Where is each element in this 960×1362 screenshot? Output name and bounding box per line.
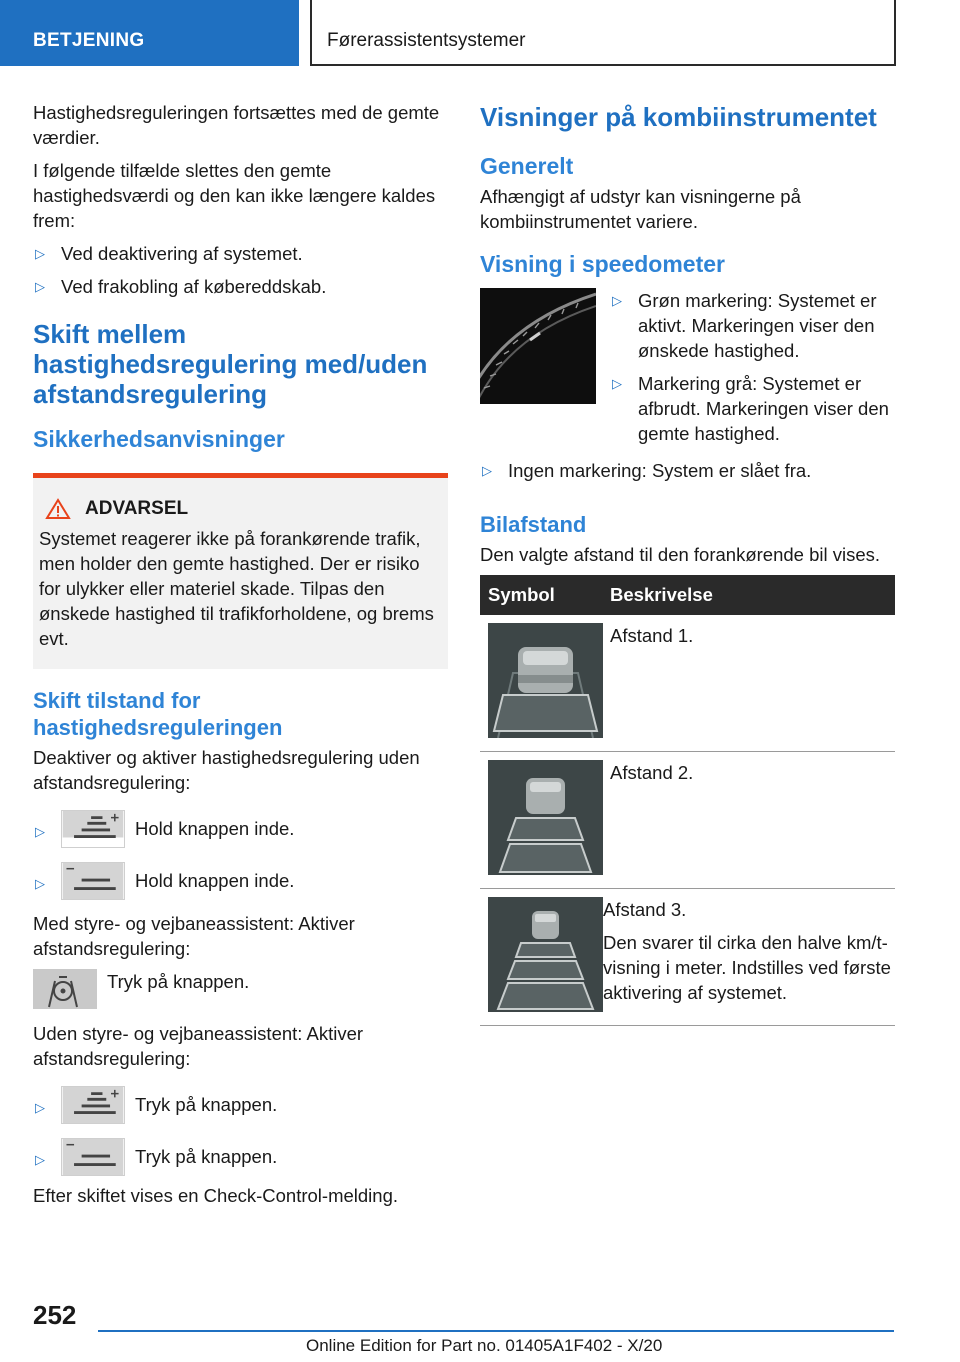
bullet-triangle-icon: ▷ (612, 293, 622, 308)
row-extra: Den svarer til cirka den halve km/t-visning i meter. Indstilles ved første aktivering af systemet. (603, 932, 891, 1003)
list-item: ▷ Ingen markering: System er slået fra. (482, 460, 812, 481)
list-item: ▷ Hold knappen inde. (33, 803, 448, 855)
speed-minus-button-icon (61, 862, 125, 900)
paragraph: I følgende tilfælde slettes den gemte hastighedsværdi og den kan ikke længere kaldes frem: (33, 160, 436, 231)
bullet-triangle-icon: ▷ (35, 1152, 45, 1167)
paragraph: Den valgte afstand til den forankørende bil vises. (480, 544, 881, 565)
left-column (33, 100, 448, 1216)
paragraph: Afhængigt af udstyr kan visningerne på kombiinstrumentet variere. (480, 186, 801, 232)
paragraph: Deaktiver og aktiver hastighedsregulering uden afstandsregulering: (33, 747, 420, 793)
section-heading: Skift mellem hastighedsregulering med/uden afstandsregulering (33, 319, 428, 409)
warning-text: Systemet reagerer ikke på forankørende trafik, men holder den gemte hastighed. Der er risiko for ulykker eller materiel skade. Tilpas den ønskede hastighed til trafikforholdene, og brems evt. (39, 528, 434, 649)
speedometer-image (480, 288, 596, 404)
column-header: Symbol (488, 584, 555, 605)
row-description: Afstand 1. (610, 625, 694, 646)
warning-triangle-icon (45, 498, 71, 520)
bullet-triangle-icon: ▷ (482, 463, 492, 478)
distance-3-car-icon (488, 897, 603, 1012)
section-tab (0, 0, 299, 66)
bullet-triangle-icon: ▷ (35, 246, 45, 261)
list-item: ▷ Hold knappen inde. (33, 855, 448, 907)
paragraph: Med styre- og vejbaneassistent: Aktiver afstandsregulering: (33, 913, 355, 959)
bullet-triangle-icon: ▷ (35, 279, 45, 294)
table-row (480, 615, 895, 752)
chapter-tab (310, 0, 896, 66)
press-row (33, 969, 448, 1009)
list-item: ▷ Ved frakobling af købereddskab. (35, 276, 327, 297)
section-label: BETJENING (33, 30, 145, 51)
speedometer-block (480, 288, 895, 454)
subsection-heading: Bilafstand (480, 512, 587, 537)
bullet-triangle-icon: ▷ (35, 1100, 45, 1115)
distance-2-car-icon (488, 760, 603, 875)
distance-1-car-icon (488, 623, 603, 738)
bullet-triangle-icon: ▷ (35, 876, 45, 891)
column-header: Beskrivelse (610, 584, 713, 605)
paragraph: Efter skiftet vises en Check-Control-melding. (33, 1185, 398, 1206)
table-header (480, 575, 895, 615)
footer-divider (98, 1330, 894, 1332)
table-row (480, 752, 895, 889)
list-item: ▷ Markering grå: Systemet er afbrudt. Markeringen viser den gemte hastighed. (612, 373, 889, 444)
paragraph: Uden styre- og vejbaneassistent: Aktiver afstandsregulering: (33, 1023, 364, 1069)
distance-minus-button-icon (61, 1138, 125, 1176)
table-row (480, 889, 895, 1026)
row-description: Afstand 2. (610, 762, 694, 783)
right-column (480, 100, 895, 1026)
subsection-heading: Sikkerhedsanvisninger (33, 426, 285, 452)
bullet-triangle-icon: ▷ (35, 824, 45, 839)
press-text: Tryk på knappen. (107, 971, 250, 992)
bullet-triangle-icon: ▷ (612, 376, 622, 391)
subsection-heading: Visning i speedometer (480, 251, 725, 277)
page-number: 252 (33, 1300, 77, 1330)
warning-title: ADVARSEL (85, 498, 189, 519)
row-description: Afstand 3. (603, 899, 687, 920)
list-item: ▷ Tryk på knappen. (33, 1079, 448, 1131)
list-item: ▷ Tryk på knappen. (33, 1131, 448, 1183)
edition-note: Online Edition for Part no. 01405A1F402 - X/20 (306, 1336, 663, 1355)
section-heading: Visninger på kombiinstrumentet (480, 102, 877, 132)
page-header (0, 0, 960, 66)
distance-plus-button-icon (61, 1086, 125, 1124)
paragraph: Hastighedsreguleringen fortsættes med de gemte værdier. (33, 102, 440, 148)
speed-plus-button-icon (61, 810, 125, 848)
warning-box (33, 473, 448, 669)
list-item: ▷ Ved deaktivering af systemet. (35, 243, 303, 264)
subsection-heading: Generelt (480, 153, 574, 179)
list-item: ▷ Grøn markering: Systemet er aktivt. Markeringen viser den ønskede hastighed. (612, 290, 877, 361)
distance-table (480, 575, 895, 1026)
subsection-heading: Skift tilstand for hastighedsreguleringen (33, 688, 283, 740)
driving-assistant-button-icon (33, 969, 97, 1009)
chapter-label: Førerassistentsystemer (327, 30, 526, 51)
